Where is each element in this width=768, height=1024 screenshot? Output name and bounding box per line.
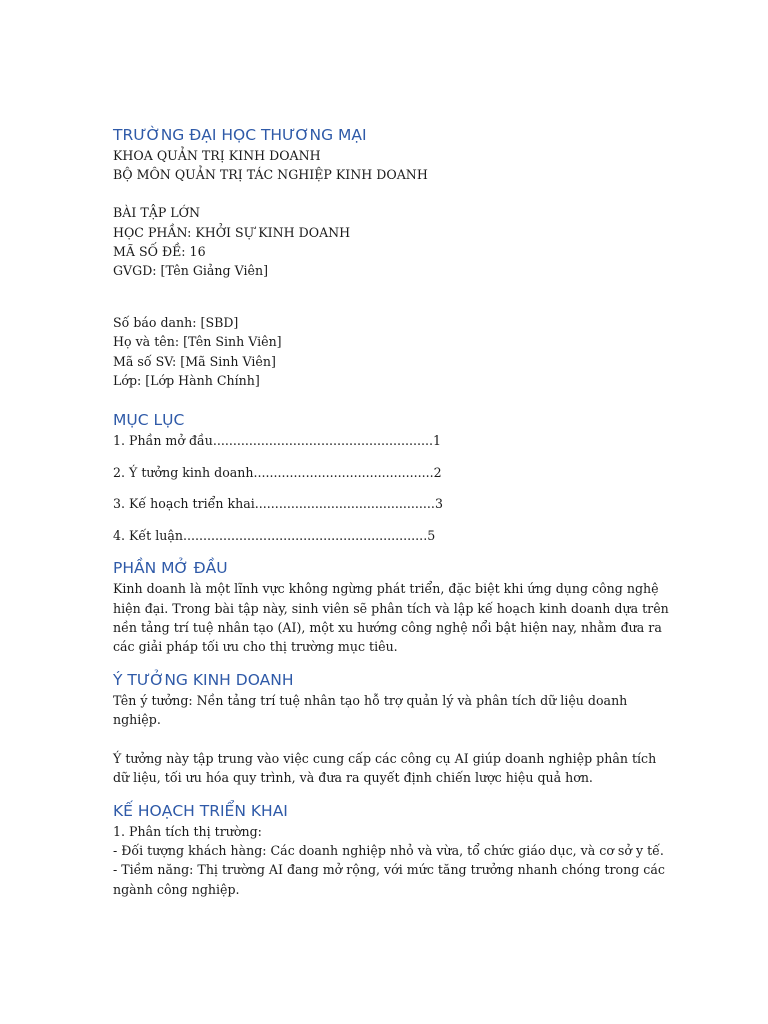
exam-code-line: MÃ SỐ ĐỀ: 16 bbox=[113, 243, 206, 259]
spacer bbox=[113, 280, 673, 313]
intro-paragraph: Kinh doanh là một lĩnh vực không ngừng phát triển, đặc biệt khi ứng dụng công nghệ hiện đại. Trong bài tập này, sinh viên sẽ phân tích và lập kế hoạch kinh doanh dựa trên nền tảng trí tuệ nhân tạo (AI), một xu hướng công nghệ nổi bật hiện nay, nhằm đưa ra các giải pháp tối ưu cho thị trường mục tiêu. bbox=[113, 581, 669, 654]
spacer bbox=[113, 390, 673, 409]
spacer bbox=[113, 787, 673, 800]
spacer bbox=[113, 656, 673, 669]
spacer bbox=[113, 184, 673, 203]
spacer bbox=[113, 730, 673, 749]
student-name: Họ và tên: [Tên Sinh Viên] bbox=[113, 334, 282, 350]
assignment-type: BÀI TẬP LỚN bbox=[113, 205, 201, 221]
student-id: Mã số SV: [Mã Sinh Viên] bbox=[113, 353, 276, 369]
toc-item: 3. Kế hoạch triển khai.............................................3 bbox=[113, 496, 443, 512]
idea-heading: Ý TƯỞNG KINH DOANH bbox=[113, 671, 294, 690]
intro-heading: PHẦN MỞ ĐẦU bbox=[113, 559, 228, 578]
plan-heading: KẾ HOẠCH TRIỂN KHAI bbox=[113, 801, 288, 820]
plan-line: - Tiềm năng: Thị trường AI đang mở rộng, với mức tăng trưởng nhanh chóng trong các ngành công nghiệp. bbox=[113, 862, 665, 897]
idea-name-paragraph: Tên ý tưởng: Nền tảng trí tuệ nhân tạo hỗ trợ quản lý và phân tích dữ liệu doanh nghiệp. bbox=[113, 693, 628, 728]
course-line: HỌC PHẦN: KHỞI SỰ KINH DOANH bbox=[113, 224, 351, 240]
toc-item: 1. Phần mở đầu.......................................................1 bbox=[113, 433, 442, 449]
toc-heading: MỤC LỤC bbox=[113, 411, 185, 430]
idea-desc-paragraph: Ý tưởng này tập trung vào việc cung cấp các công cụ AI giúp doanh nghiệp phân tích dữ liệu, tối ưu hóa quy trình, và đưa ra quyết định chiến lược hiệu quả hơn. bbox=[113, 750, 657, 785]
plan-line: - Đối tượng khách hàng: Các doanh nghiệp nhỏ và vừa, tổ chức giáo dục, và cơ sở y tế. bbox=[113, 843, 664, 859]
department-line: BỘ MÔN QUẢN TRỊ TÁC NGHIỆP KINH DOANH bbox=[113, 167, 428, 183]
university-heading: TRƯỜNG ĐẠI HỌC THƯƠNG MẠI bbox=[113, 126, 367, 144]
lecturer-line: GVGD: [Tên Giảng Viên] bbox=[113, 263, 268, 279]
plan-line: 1. Phân tích thị trường: bbox=[113, 823, 262, 839]
document-page bbox=[113, 124, 673, 899]
faculty-line: KHOA QUẢN TRỊ KINH DOANH bbox=[113, 148, 321, 163]
toc-item: 4. Kết luận.............................................................5 bbox=[113, 528, 436, 544]
toc-item: 2. Ý tưởng kinh doanh.............................................2 bbox=[113, 464, 442, 480]
student-sbd: Số báo danh: [SBD] bbox=[113, 315, 239, 331]
student-class: Lớp: [Lớp Hành Chính] bbox=[113, 372, 260, 388]
